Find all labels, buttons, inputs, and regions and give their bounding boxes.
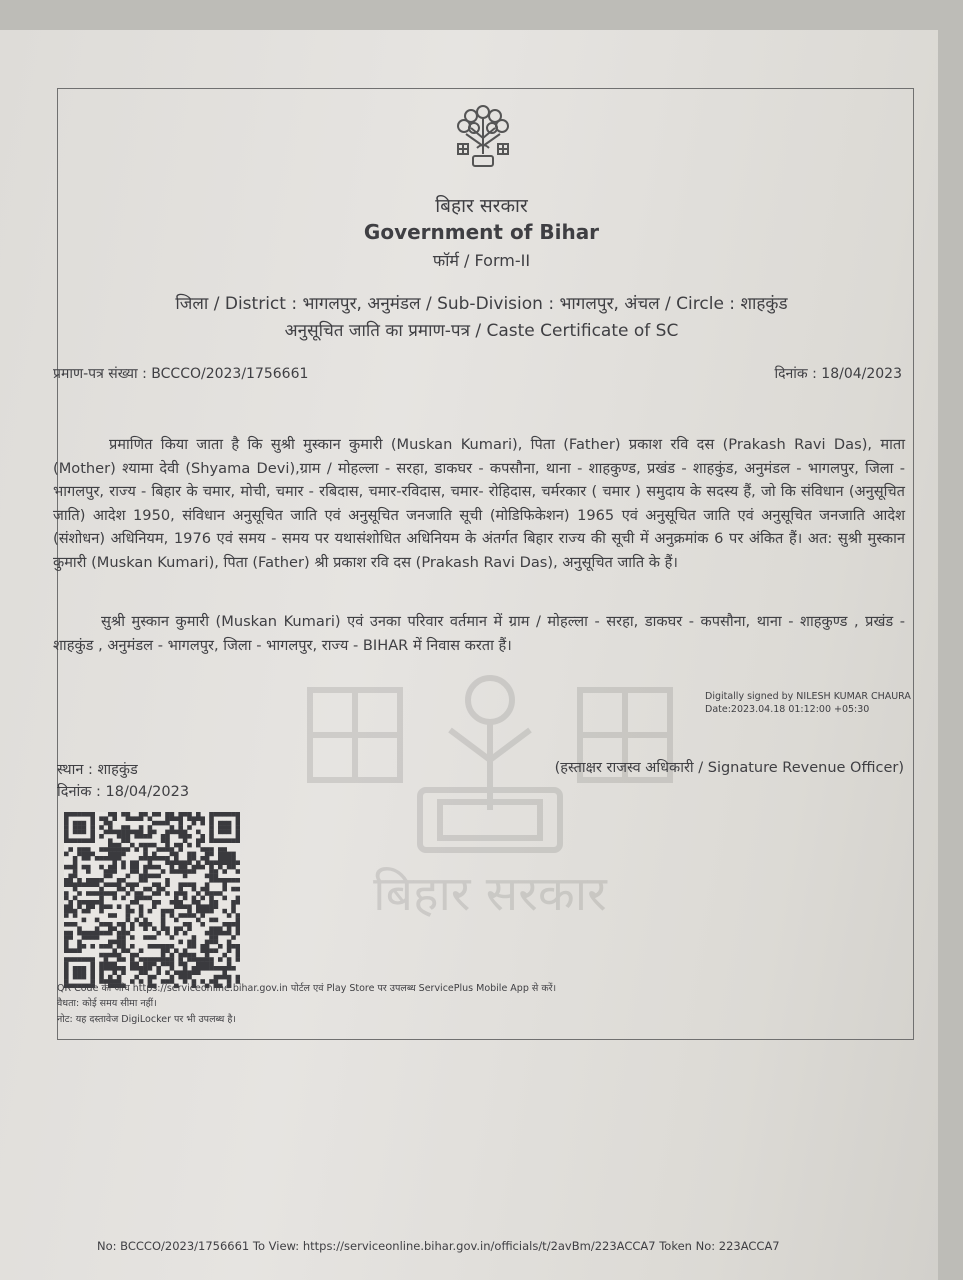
- certificate-title: अनुसूचित जाति का प्रमाण-पत्र / Caste Certificate of SC: [284, 321, 679, 341]
- bihar-emblem-icon: [444, 98, 522, 176]
- emblem-watermark-icon: [300, 670, 680, 930]
- place-date-label: दिनांक : 18/04/2023: [57, 784, 190, 800]
- hindi-title: बिहार सरकार: [435, 195, 528, 217]
- government-title: Government of Bihar: [363, 220, 600, 244]
- form-label: फॉर्म / Form-II: [432, 251, 531, 270]
- verification-url-line: No: BCCCO/2023/1756661 To View: https://serviceonline.bihar.gov.in/officials/t/2avBm/223ACCA7 Token No: 223ACCA7: [97, 1239, 780, 1253]
- digital-signature-date: Date:2023.04.18 01:12:00 +05:30: [705, 704, 870, 715]
- certificate-number: प्रमाण-पत्र संख्या : BCCCO/2023/1756661: [53, 366, 309, 382]
- place-label: स्थान : शाहकुंड: [57, 762, 138, 778]
- qr-verification-note: QR Code की जाँच https://serviceonline.bihar.gov.in पोर्टल एवं Play Store पर उपलब्ध ServicePlus Mobile App से करें।: [57, 983, 557, 994]
- watermark-text: बिहार सरकार: [373, 866, 607, 922]
- location-line: जिला / District : भागलपुर, अनुमंडल / Sub-Division : भागलपुर, अंचल / Circle : शाहकुंड: [175, 294, 788, 314]
- digilocker-note: नोट: यह दस्तावेज DigiLocker पर भी उपलब्ध है।: [57, 1014, 236, 1025]
- digital-signature: [705, 690, 935, 716]
- qr-code-icon[interactable]: [64, 812, 240, 988]
- validity-note: वैधता: कोई समय सीमा नहीं।: [57, 998, 157, 1009]
- digital-signature-name: Digitally signed by NILESH KUMAR CHAURA: [705, 691, 911, 702]
- signature-officer-label: (हस्ताक्षर राजस्व अधिकारी / Signature Revenue Officer): [554, 760, 904, 776]
- issue-date: दिनांक : 18/04/2023: [774, 366, 902, 382]
- certificate-paragraph-1: प्रमाणित किया जाता है कि सुश्री मुस्कान कुमारी (Muskan Kumari), पिता (Father) प्रकाश रवि दस (Prakash Ravi Das), माता (Mother) श्यामा देवी (Shyama Devi),ग्राम / मोहल्ला - सरहा, डाकघर - कपसौना, थाना - शाहकुण्ड, प्रखंड - शाहकुंड, अनुमंडल - भागलपुर, जिला - भागलपुर, राज्य - बिहार के चमार, मोची, चमार - रबिदास, चमार-रविदास, चमार- रोहिदास, चर्मरकार ( चमार ) समुदाय के सदस्य हैं, जो कि संविधान (अनुसूचित जाति) आदेश 1950, संविधान अनुसूचित जाति एवं अनुसूचित जनजाति सूची (मोडिफिकेशन) 1965 एवं अनुसूचित जाति एवं अनुसूचित जनजाति आदेश (संशोधन) अधिनियम, 1976 एवं समय - समय पर यथासंशोधित अधिनियम के अंतर्गत बिहार राज्य की सूची में अनुक्रमांक 6 पर अंकित हैं। अत: सुश्री मुस्कान कुमारी (Muskan Kumari), पिता (Father) श्री प्रकाश रवि दस (Prakash Ravi Das), अनुसूचित जाति के हैं।: [53, 436, 905, 571]
- certificate-paragraph-2: सुश्री मुस्कान कुमारी (Muskan Kumari) एवं उनका परिवार वर्तमान में ग्राम / मोहल्ला - सरहा, डाकघर - कपसौना, थाना - शाहकुण्ड , प्रखंड - शाहकुंड , अनुमंडल - भागलपुर, जिला - भागलपुर, राज्य - BIHAR में निवास करता हैं।: [53, 613, 905, 654]
